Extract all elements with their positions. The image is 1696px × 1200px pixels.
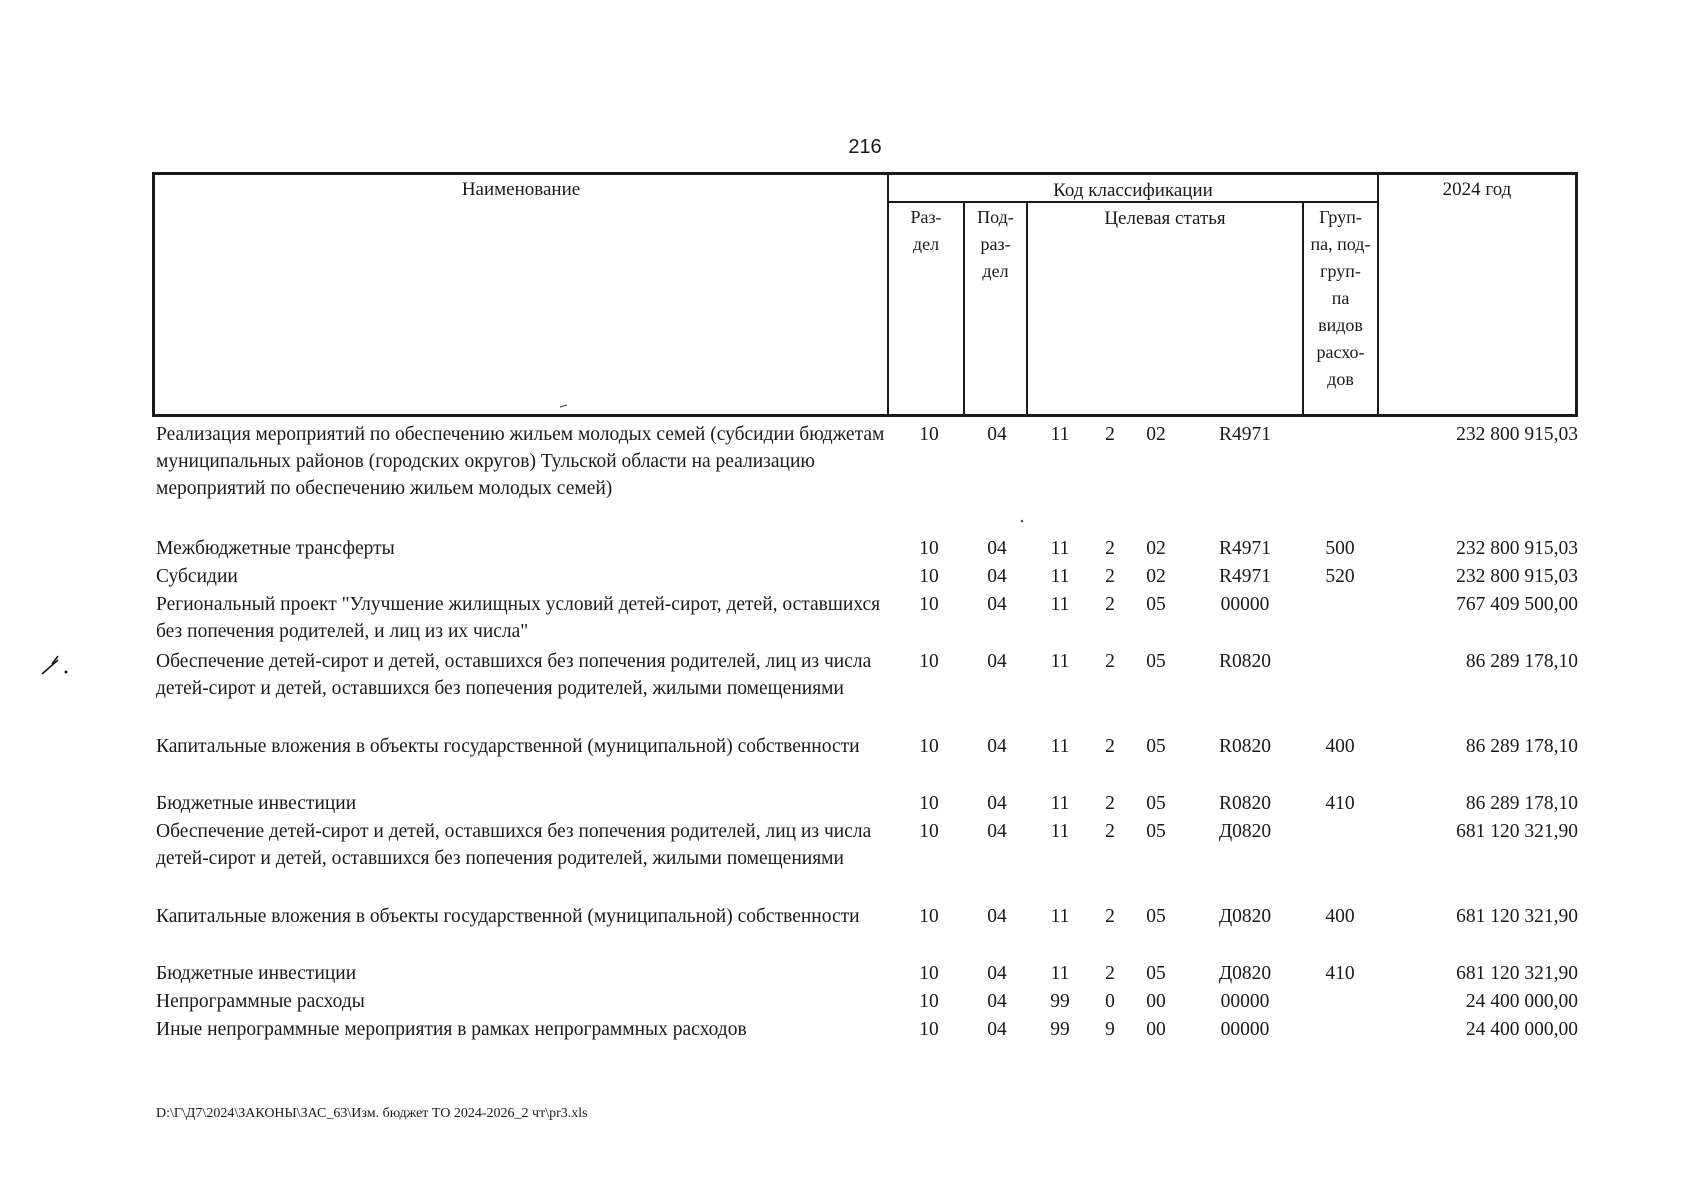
row-name: Региональный проект "Улучшение жилищных условий детей-сирот, детей, оставшихся без попечения родителей, и лиц из их числа": [156, 594, 881, 642]
row-podrazdel: 04: [987, 793, 1007, 814]
row-target-direction: R0820: [1218, 736, 1271, 757]
row-target-program: 11: [1050, 793, 1070, 814]
row-target-direction: 00000: [1220, 594, 1270, 615]
header-vid-line: Груп-: [1319, 207, 1362, 227]
header-year: 2024 год: [1442, 179, 1512, 200]
row-amount: 767 409 500,00: [1456, 594, 1578, 615]
header-vid-line: груп-: [1320, 261, 1361, 281]
row-amount: 24 400 000,00: [1465, 1019, 1578, 1040]
row-target-activity: 02: [1146, 566, 1166, 587]
header-classification-code: Код классификации: [1053, 180, 1213, 201]
footer-file-path: D:\Г\Д7\2024\ЗАКОНЫ\ЗАС_63\Изм. бюджет ТО 2024-2026_2 чт\pr3.xls: [156, 1106, 588, 1121]
header-razdel: [889, 204, 963, 258]
row-target-program: 11: [1050, 594, 1070, 615]
row-amount: 86 289 178,10: [1465, 793, 1578, 814]
header-vid-line: видов: [1318, 315, 1363, 335]
header-podrazdel: [965, 204, 1026, 285]
row-podrazdel: 04: [987, 991, 1007, 1012]
row-target-program: 11: [1050, 424, 1070, 445]
row-target-type: 2: [1105, 538, 1115, 559]
row-target-activity: 00: [1146, 991, 1166, 1012]
row-target-type: 0: [1105, 991, 1115, 1012]
row-expense-type: 410: [1325, 963, 1355, 984]
row-target-activity: 05: [1146, 963, 1166, 984]
row-podrazdel: 04: [987, 538, 1007, 559]
row-podrazdel: 04: [987, 821, 1007, 842]
row-target-program: 11: [1050, 963, 1070, 984]
row-podrazdel: 04: [987, 736, 1007, 757]
row-target-direction: Д0820: [1218, 906, 1272, 927]
row-amount: 681 120 321,90: [1456, 821, 1578, 842]
row-target-type: 2: [1105, 736, 1115, 757]
row-name: Капитальные вложения в объекты государственной (муниципальной) собственности: [156, 906, 860, 927]
row-podrazdel: 04: [987, 906, 1007, 927]
row-razdel: 10: [919, 1019, 939, 1040]
row-expense-type: 400: [1325, 736, 1355, 757]
header-podrazdel-line: Под-: [977, 207, 1014, 227]
header-podrazdel-line: раз-: [980, 234, 1011, 254]
row-target-type: 2: [1105, 594, 1115, 615]
row-target-program: 11: [1050, 906, 1070, 927]
row-expense-type: 410: [1325, 793, 1355, 814]
header-podrazdel-line: дел: [982, 261, 1009, 281]
header-target-article: Целевая статья: [1104, 208, 1226, 229]
header-vid-line: расхо-: [1316, 342, 1365, 362]
row-target-activity: 00: [1146, 1019, 1166, 1040]
header-razdel-line: дел: [912, 234, 940, 254]
header-name: Наименование: [461, 179, 581, 200]
row-razdel: 10: [919, 793, 939, 814]
row-target-direction: Д0820: [1218, 821, 1272, 842]
row-razdel: 10: [919, 594, 939, 615]
row-expense-type: 400: [1325, 906, 1355, 927]
row-podrazdel: 04: [987, 424, 1007, 445]
row-podrazdel: 04: [987, 963, 1007, 984]
scan-speck: [560, 404, 568, 408]
row-razdel: 10: [919, 991, 939, 1012]
row-target-direction: 00000: [1220, 991, 1270, 1012]
row-podrazdel: 04: [987, 651, 1007, 672]
row-target-activity: 05: [1146, 736, 1166, 757]
row-target-direction: R4971: [1218, 566, 1271, 587]
row-razdel: 10: [919, 424, 939, 445]
row-target-activity: 05: [1146, 906, 1166, 927]
row-target-activity: 05: [1146, 821, 1166, 842]
row-name: Бюджетные инвестиции: [156, 963, 357, 984]
row-podrazdel: 04: [987, 1019, 1007, 1040]
row-target-direction: R0820: [1218, 793, 1271, 814]
row-target-type: 9: [1105, 1019, 1115, 1040]
scan-speck: [1020, 518, 1024, 524]
row-target-direction: 00000: [1220, 1019, 1270, 1040]
row-podrazdel: 04: [987, 566, 1007, 587]
row-target-type: 2: [1105, 651, 1115, 672]
row-target-type: 2: [1105, 793, 1115, 814]
row-amount: 86 289 178,10: [1465, 736, 1578, 757]
header-vid: [1304, 204, 1377, 393]
row-amount: 232 800 915,03: [1456, 424, 1578, 445]
row-target-program: 99: [1050, 1019, 1070, 1040]
row-target-direction: R4971: [1218, 538, 1271, 559]
row-amount: 681 120 321,90: [1456, 906, 1578, 927]
row-target-program: 11: [1050, 736, 1070, 757]
row-name: Капитальные вложения в объекты государственной (муниципальной) собственности: [156, 736, 860, 757]
row-target-program: 11: [1050, 566, 1070, 587]
row-target-type: 2: [1105, 424, 1115, 445]
row-target-activity: 02: [1146, 424, 1166, 445]
row-target-direction: R4971: [1218, 424, 1271, 445]
row-amount: 24 400 000,00: [1465, 991, 1578, 1012]
row-target-program: 11: [1050, 538, 1070, 559]
row-expense-type: 520: [1325, 566, 1355, 587]
row-name: Реализация мероприятий по обеспечению жильем молодых семей (субсидии бюджетам муниципальных районов (городских округов) Тульской области на реализацию мероприятий по обеспечению жильем молодых семей): [156, 424, 885, 499]
row-amount: 86 289 178,10: [1465, 651, 1578, 672]
row-target-type: 2: [1105, 963, 1115, 984]
header-vid-line: па: [1331, 288, 1350, 308]
row-razdel: 10: [919, 538, 939, 559]
row-name: Бюджетные инвестиции: [156, 793, 357, 814]
row-podrazdel: 04: [987, 594, 1007, 615]
header-vid-line: па, под-: [1310, 234, 1371, 254]
row-target-activity: 02: [1146, 538, 1166, 559]
row-razdel: 10: [919, 566, 939, 587]
row-amount: 681 120 321,90: [1456, 963, 1578, 984]
row-target-program: 11: [1050, 821, 1070, 842]
row-name: Непрограммные расходы: [156, 991, 365, 1012]
header-vid-line: дов: [1327, 369, 1354, 389]
row-amount: 232 800 915,03: [1456, 538, 1578, 559]
row-name: Субсидии: [156, 566, 238, 587]
row-razdel: 10: [919, 736, 939, 757]
margin-pen-mark: [38, 650, 74, 680]
row-expense-type: 500: [1325, 538, 1355, 559]
row-target-type: 2: [1105, 906, 1115, 927]
row-target-type: 2: [1105, 566, 1115, 587]
row-target-direction: R0820: [1218, 651, 1271, 672]
header-razdel-line: Раз-: [910, 207, 942, 227]
row-name: Обеспечение детей-сирот и детей, оставшихся без попечения родителей, лиц из числа детей-сирот и детей, оставшихся без попечения родителей, жилыми помещениями: [156, 651, 872, 699]
row-razdel: 10: [919, 821, 939, 842]
page-number: 216: [848, 136, 882, 158]
row-target-activity: 05: [1146, 651, 1166, 672]
row-razdel: 10: [919, 963, 939, 984]
row-target-program: 11: [1050, 651, 1070, 672]
row-target-program: 99: [1050, 991, 1070, 1012]
row-name: Межбюджетные трансферты: [156, 538, 395, 559]
row-target-direction: Д0820: [1218, 963, 1272, 984]
row-razdel: 10: [919, 906, 939, 927]
row-target-type: 2: [1105, 821, 1115, 842]
row-name: Иные непрограммные мероприятия в рамках непрограммных расходов: [156, 1019, 747, 1040]
row-name: Обеспечение детей-сирот и детей, оставшихся без попечения родителей, лиц из числа детей-сирот и детей, оставшихся без попечения родителей, жилыми помещениями: [156, 821, 872, 869]
row-razdel: 10: [919, 651, 939, 672]
row-target-activity: 05: [1146, 793, 1166, 814]
row-target-activity: 05: [1146, 594, 1166, 615]
row-amount: 232 800 915,03: [1456, 566, 1578, 587]
